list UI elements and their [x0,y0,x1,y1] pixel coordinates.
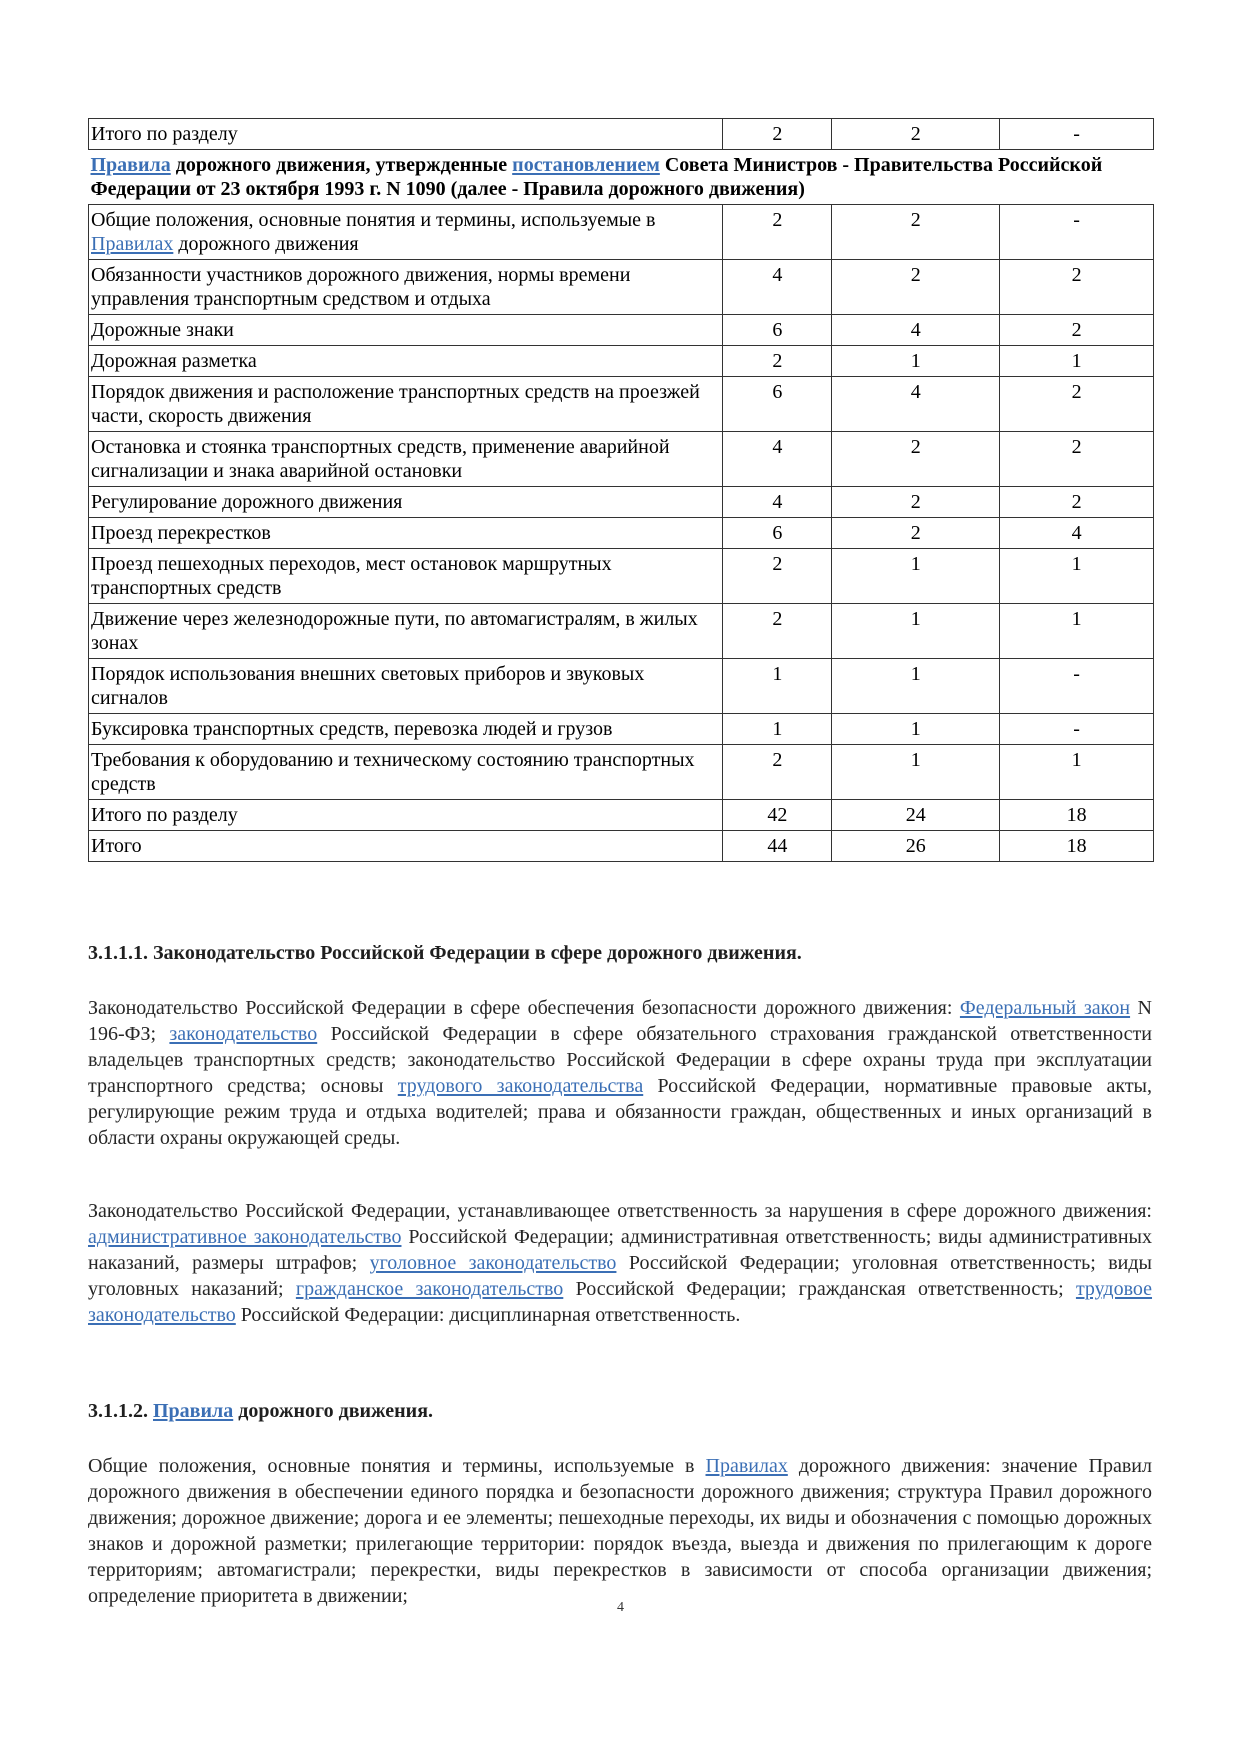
row-label: Проезд перекрестков [89,518,723,549]
cell-practice: - [1000,119,1154,150]
paragraph-text: дорожного движения: значение Правил дорожного движения в обеспечении единого порядка и безопасности дорожного движения; структура Правил дорожного движения; дорожное движение; дорога и ее элементы; пешеходные переходы, их виды и обозначения с помощью дорожных знаков и дорожной разметки; прилегающие территории: порядок въезда, выезда и движения по прилегающим к дороге территориям; автомагистрали; перекрестки, виды перекрестков в зависимости от способа организации движения; определение приоритета в движении; [88,1455,1152,1607]
cell-total: 2 [723,549,832,604]
row-label: Порядок использования внешних световых приборов и звуковых сигналов [89,659,723,714]
paragraph-text: Законодательство Российской Федерации в сфере обеспечения безопасности дорожного движения: [88,997,960,1019]
rules-link[interactable]: Правила [90,154,171,176]
cell-total: 1 [723,659,832,714]
cell-total: 1 [723,714,832,745]
row-label-text: Общие положения, основные понятия и термины, используемые в [91,209,656,231]
cell-theory: 1 [832,346,1000,377]
row-label: Остановка и стоянка транспортных средств, применение аварийной сигнализации и знака аварийной остановки [89,432,723,487]
cell-practice: 18 [1000,800,1154,831]
paragraph-text: Российской Федерации; гражданская ответственность; [563,1278,1076,1300]
paragraph-text: Общие положения, основные понятия и термины, используемые в [88,1455,706,1477]
row-label: Обязанности участников дорожного движения, нормы времени управления транспортным средством и отдыха [89,260,723,315]
section-title-text: Совета Министров - Правительства Российской Федерации от 23 октября 1993 г. N 1090 (далее - Правила дорожного движения) [90,154,1103,200]
cell-practice: 18 [1000,831,1154,862]
cell-theory: 2 [832,518,1000,549]
cell-theory: 1 [832,604,1000,659]
cell-total: 6 [723,315,832,346]
cell-total: 2 [723,745,832,800]
cell-total: 4 [723,260,832,315]
table-row [89,432,1154,487]
cell-practice: 2 [1000,432,1154,487]
cell-theory: 1 [832,714,1000,745]
labor-legislation-link[interactable]: трудовое законодательство [88,1278,1153,1326]
cell-total: 42 [723,800,832,831]
paragraph-text: Российской Федерации; уголовная ответственность; виды уголовных наказаний; [88,1252,1152,1300]
table-row [89,659,1154,714]
cell-theory: 2 [832,432,1000,487]
cell-practice: - [1000,714,1154,745]
paragraph-liability [88,1198,1152,1328]
row-label: Дорожная разметка [89,346,723,377]
paragraph-text: Российской Федерации; административная ответственность; виды административных наказаний, размеры штрафов; [88,1226,1152,1274]
heading-text: 3.1.1.2. [88,1400,153,1422]
section-title-text: дорожного движения, утвержденные [170,154,513,176]
paragraph-text: Законодательство Российской Федерации, устанавливающее ответственность за нарушения в сфере дорожного движения: [88,1200,1152,1222]
paragraph-text: Российской Федерации: дисциплинарная ответственность. [235,1304,741,1326]
table-section-header [89,150,1154,205]
cell-practice: - [1000,659,1154,714]
legislation-link[interactable]: законодательство [169,1023,318,1045]
cell-practice: 1 [1000,604,1154,659]
cell-practice: 2 [1000,377,1154,432]
cell-theory: 2 [832,119,1000,150]
hours-table [88,118,1154,862]
row-label: Итого по разделу [89,119,723,150]
row-label: Проезд пешеходных переходов, мест остановок маршрутных транспортных средств [89,549,723,604]
rules-link[interactable]: Правилах [705,1455,788,1477]
paragraph-legislation [88,995,1152,1151]
cell-total: 6 [723,518,832,549]
cell-theory: 4 [832,315,1000,346]
resolution-link[interactable]: постановлением [512,154,660,176]
table-row [89,745,1154,800]
cell-theory: 2 [832,260,1000,315]
row-label: Движение через железнодорожные пути, по автомагистралям, в жилых зонах [89,604,723,659]
cell-total: 4 [723,432,832,487]
page-number: 4 [617,1600,624,1615]
row-label: Порядок движения и расположение транспортных средств на проезжей части, скорость движения [89,377,723,432]
section-heading-3-1-1-2 [88,1400,433,1423]
table-row [89,604,1154,659]
table-row-grand-total [89,831,1154,862]
paragraph-text: Российской Федерации в сфере обязательного страхования гражданской ответственности владельцев транспортных средств; законодательство Российской Федерации в сфере охраны труда при эксплуатации транспортного средства; основы [88,1023,1152,1097]
row-label: Дорожные знаки [89,315,723,346]
cell-practice: 4 [1000,518,1154,549]
rules-link[interactable]: Правилах [91,233,174,255]
table-row [89,260,1154,315]
row-label: Итого [89,831,723,862]
cell-practice: 2 [1000,487,1154,518]
civil-legislation-link[interactable]: гражданское законодательство [295,1278,564,1300]
table-row-section-subtotal [89,800,1154,831]
row-label: Требования к оборудованию и техническому состоянию транспортных средств [89,745,723,800]
table-row [89,487,1154,518]
cell-total: 2 [723,604,832,659]
cell-theory: 26 [832,831,1000,862]
heading-text: дорожного движения. [233,1400,434,1422]
paragraph-text: Российской Федерации, нормативные правовые акты, регулирующие режим труда и отдыха водителей; права и обязанности граждан, общественных и иных организаций в области охраны окружающей среды. [88,1075,1152,1149]
cell-practice: - [1000,205,1154,260]
table-row [89,346,1154,377]
table-row [89,315,1154,346]
labor-legislation-link[interactable]: трудового законодательства [397,1075,644,1097]
cell-practice: 1 [1000,549,1154,604]
cell-theory: 24 [832,800,1000,831]
administrative-legislation-link[interactable]: административное законодательство [88,1226,402,1248]
section-heading-3-1-1-1: 3.1.1.1. Законодательство Российской Федерации в сфере дорожного движения. [88,942,802,964]
cell-total: 6 [723,377,832,432]
table-row [89,205,1154,260]
table-row [89,518,1154,549]
cell-practice: 2 [1000,315,1154,346]
rules-link[interactable]: Правила [153,1400,234,1422]
paragraph-text: N 196-ФЗ; [88,997,1152,1045]
criminal-legislation-link[interactable]: уголовное законодательство [369,1252,617,1274]
cell-theory: 2 [832,487,1000,518]
cell-practice: 1 [1000,346,1154,377]
table-row [89,714,1154,745]
cell-practice: 1 [1000,745,1154,800]
row-label [89,205,723,260]
section-title [89,150,1154,205]
row-label: Итого по разделу [89,800,723,831]
cell-theory: 1 [832,549,1000,604]
cell-theory: 2 [832,205,1000,260]
cell-practice: 2 [1000,260,1154,315]
row-label: Регулирование дорожного движения [89,487,723,518]
table-row-top-subtotal [89,119,1154,150]
row-label-text: дорожного движения [173,233,359,255]
cell-theory: 4 [832,377,1000,432]
federal-law-link[interactable]: Федеральный закон [959,997,1131,1019]
cell-total: 2 [723,119,832,150]
cell-total: 2 [723,346,832,377]
row-label: Буксировка транспортных средств, перевозка людей и грузов [89,714,723,745]
cell-theory: 1 [832,745,1000,800]
table-row [89,377,1154,432]
paragraph-general-provisions [88,1453,1152,1609]
table-row [89,549,1154,604]
cell-theory: 1 [832,659,1000,714]
cell-total: 4 [723,487,832,518]
cell-total: 2 [723,205,832,260]
cell-total: 44 [723,831,832,862]
